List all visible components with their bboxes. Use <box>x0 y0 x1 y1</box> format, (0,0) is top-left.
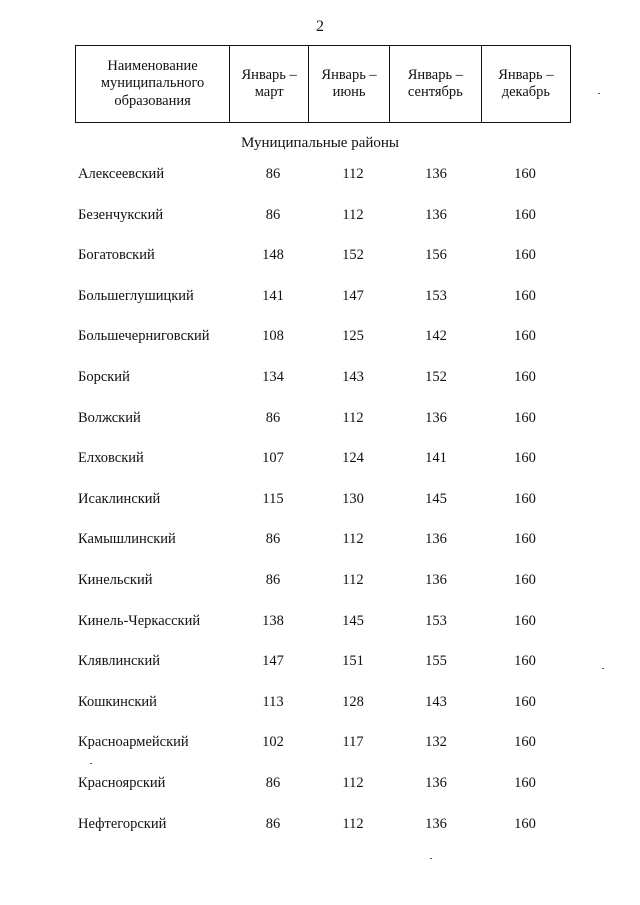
table-row <box>0 444 640 485</box>
value-jan-dec: 160 <box>514 531 536 548</box>
row-name: Большечерниговский <box>78 328 210 345</box>
value-jan-sep: 136 <box>425 206 447 223</box>
value-jan-sep: 153 <box>425 287 447 304</box>
table-row <box>0 688 640 729</box>
page-number: 2 <box>316 18 324 35</box>
table-row <box>0 728 640 769</box>
value-jan-sep: 136 <box>425 571 447 588</box>
value-jan-dec: 160 <box>514 653 536 670</box>
value-jan-sep: 136 <box>425 774 447 791</box>
table-row <box>0 525 640 566</box>
value-jan-sep: 136 <box>425 815 447 832</box>
row-name: Богатовский <box>78 247 155 264</box>
value-jan-mar: 147 <box>262 653 284 670</box>
column-header-jan-dec: Январь – декабрь <box>481 46 570 123</box>
row-name: Волжский <box>78 409 141 426</box>
value-jan-sep: 136 <box>425 531 447 548</box>
value-jan-jun: 117 <box>342 734 364 751</box>
row-name: Безенчукский <box>78 206 164 223</box>
value-jan-jun: 112 <box>342 409 364 426</box>
value-jan-sep: 152 <box>425 368 447 385</box>
table-row <box>0 647 640 688</box>
value-jan-dec: 160 <box>514 815 536 832</box>
column-header-name: Наименование муниципального образования <box>76 46 230 123</box>
value-jan-dec: 160 <box>514 693 536 710</box>
value-jan-dec: 160 <box>514 490 536 507</box>
value-jan-jun: 112 <box>342 815 364 832</box>
value-jan-jun: 112 <box>342 206 364 223</box>
scan-speck <box>598 93 600 94</box>
table-row <box>0 282 640 323</box>
value-jan-sep: 132 <box>425 734 447 751</box>
value-jan-mar: 86 <box>265 409 281 426</box>
value-jan-jun: 112 <box>342 531 364 548</box>
value-jan-jun: 143 <box>342 368 364 385</box>
row-name: Кошкинский <box>78 693 157 710</box>
value-jan-jun: 112 <box>342 571 364 588</box>
row-name: Красноармейский <box>78 734 189 751</box>
value-jan-mar: 134 <box>262 368 284 385</box>
value-jan-dec: 160 <box>514 247 536 264</box>
row-name: Красноярский <box>78 774 166 791</box>
value-jan-sep: 155 <box>425 653 447 670</box>
value-jan-sep: 136 <box>425 409 447 426</box>
table-row <box>0 201 640 242</box>
table-row <box>0 810 640 851</box>
row-name: Елховский <box>78 450 144 467</box>
scan-speck <box>602 668 604 669</box>
table-row <box>0 404 640 445</box>
value-jan-dec: 160 <box>514 734 536 751</box>
value-jan-dec: 160 <box>514 774 536 791</box>
table-row <box>0 322 640 363</box>
row-name: Алексеевский <box>78 166 165 182</box>
value-jan-sep: 156 <box>425 247 447 264</box>
value-jan-mar: 86 <box>265 206 281 223</box>
value-jan-mar: 115 <box>262 490 284 507</box>
row-name: Большеглушицкий <box>78 287 194 304</box>
value-jan-sep: 153 <box>425 612 447 629</box>
value-jan-dec: 160 <box>514 287 536 304</box>
column-header-jan-jun: Январь – июнь <box>309 46 390 123</box>
table-row <box>0 363 640 404</box>
value-jan-jun: 124 <box>342 450 364 467</box>
value-jan-mar: 138 <box>262 612 284 629</box>
table-row <box>0 566 640 607</box>
value-jan-jun: 151 <box>342 653 364 670</box>
row-name: Камышлинский <box>78 531 176 548</box>
row-name: Нефтегорский <box>78 815 167 832</box>
value-jan-sep: 143 <box>425 693 447 710</box>
value-jan-dec: 160 <box>514 612 536 629</box>
value-jan-mar: 86 <box>265 531 281 548</box>
section-title: Муниципальные районы <box>240 135 400 151</box>
table-body <box>0 160 640 850</box>
value-jan-dec: 160 <box>514 206 536 223</box>
value-jan-mar: 86 <box>265 166 281 182</box>
row-name: Борский <box>78 368 130 385</box>
value-jan-mar: 108 <box>262 328 284 345</box>
value-jan-dec: 160 <box>514 166 536 182</box>
row-name: Клявлинский <box>78 653 160 670</box>
table-row <box>0 607 640 648</box>
value-jan-mar: 148 <box>262 247 284 264</box>
value-jan-dec: 160 <box>514 368 536 385</box>
value-jan-jun: 112 <box>342 774 364 791</box>
value-jan-jun: 128 <box>342 693 364 710</box>
value-jan-mar: 107 <box>262 450 284 467</box>
value-jan-jun: 152 <box>342 247 364 264</box>
value-jan-jun: 147 <box>342 287 364 304</box>
value-jan-mar: 86 <box>265 774 281 791</box>
scan-speck <box>430 858 432 859</box>
value-jan-sep: 145 <box>425 490 447 507</box>
value-jan-jun: 112 <box>342 166 364 182</box>
value-jan-dec: 160 <box>514 450 536 467</box>
table-header <box>75 45 571 123</box>
value-jan-sep: 141 <box>425 450 447 467</box>
table-row <box>0 769 640 810</box>
value-jan-sep: 142 <box>425 328 447 345</box>
value-jan-mar: 141 <box>262 287 284 304</box>
value-jan-jun: 145 <box>342 612 364 629</box>
table-row <box>0 241 640 282</box>
value-jan-sep: 136 <box>425 166 447 182</box>
value-jan-jun: 125 <box>342 328 364 345</box>
row-name: Кинель-Черкасский <box>78 612 201 629</box>
value-jan-mar: 102 <box>262 734 284 751</box>
value-jan-mar: 86 <box>265 815 281 832</box>
value-jan-dec: 160 <box>514 328 536 345</box>
value-jan-dec: 160 <box>514 409 536 426</box>
value-jan-dec: 160 <box>514 571 536 588</box>
scan-speck <box>90 763 92 764</box>
value-jan-mar: 86 <box>265 571 281 588</box>
value-jan-mar: 113 <box>262 693 284 710</box>
table-row <box>0 160 640 201</box>
column-header-jan-mar: Январь – март <box>230 46 309 123</box>
value-jan-jun: 130 <box>342 490 364 507</box>
row-name: Кинельский <box>78 571 153 588</box>
column-header-jan-sep: Январь – сентябрь <box>389 46 481 123</box>
row-name: Исаклинский <box>78 490 161 507</box>
table-row <box>0 485 640 526</box>
